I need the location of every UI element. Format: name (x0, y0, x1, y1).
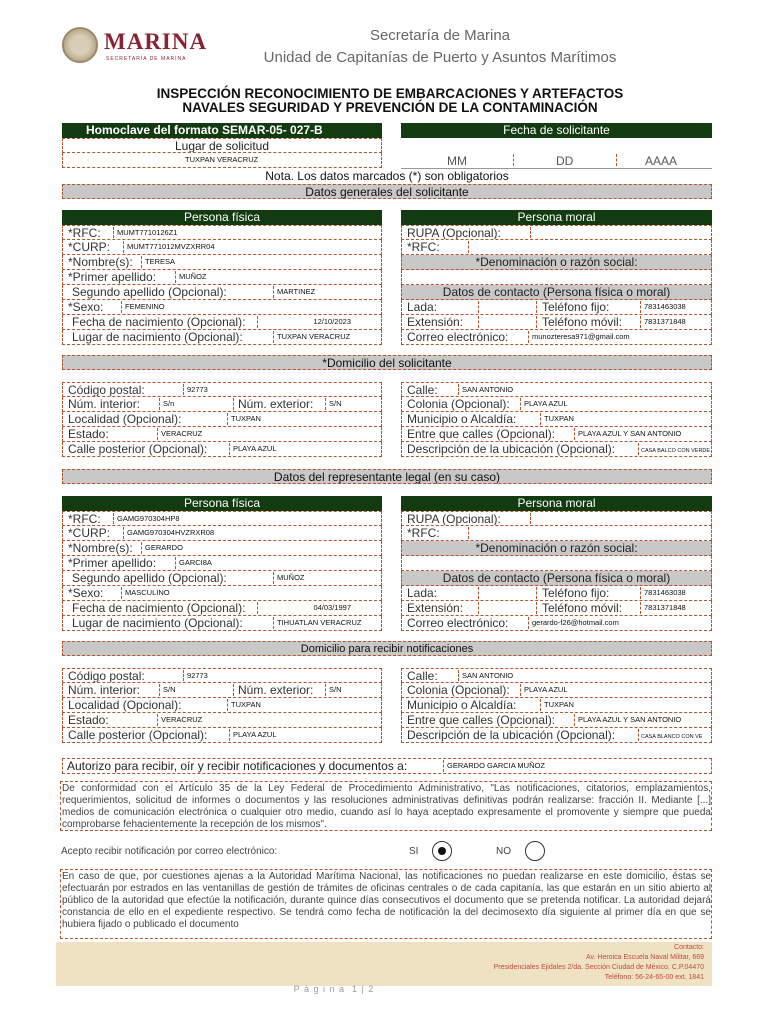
section-notificaciones: Domicilio para recibir notificaciones (62, 641, 712, 656)
dom-row-entre[interactable] (401, 427, 712, 442)
fisica-row-primer-sep-primer (175, 271, 176, 283)
fisica-row-nombre-sep-nombre (141, 542, 142, 554)
logo-subtext: SECRETARÍA DE MARINA (106, 56, 187, 62)
dom-row-calle-value-calle: SAN ANTONIO (462, 671, 514, 680)
moral-row-extension-label-movil: Teléfono móvil: (542, 315, 623, 329)
moral-row-lada-sep-lada (478, 587, 479, 599)
moral-row-correo-value-correo: munozteresa971@gmail.com (532, 332, 630, 341)
dom-row-num-sep-int (159, 684, 160, 696)
fisica-row-fecha_nac-sep-fecha_nac (257, 316, 258, 328)
dom-row-municipio[interactable] (401, 412, 712, 427)
lugar-solicitud-label: Lugar de solicitud (62, 138, 382, 153)
moral-row-extension-sep-movil2 (640, 602, 641, 614)
moral-row-lada[interactable] (401, 300, 712, 315)
autorizo-value: GERARDO GARCIA MUÑOZ (447, 761, 545, 770)
dom-row-calle-sep-calle (458, 384, 459, 395)
moral-row-lada-sep-fijo2 (640, 587, 641, 599)
moral-row-correo[interactable] (401, 330, 712, 345)
lugar-solicitud-text: TUXPAN VERACRUZ (185, 155, 259, 164)
dom-row-descripcion-value-desc: CASA BLANCO CON VE (641, 734, 703, 740)
fisica-row-nombre-sep-nombre (141, 256, 142, 268)
dom-row-calle-post-sep-cp2 (229, 443, 230, 455)
dom-row-localidad-sep-loc (227, 699, 228, 711)
date-dd: DD (556, 154, 574, 168)
dom-row-calle-post[interactable] (62, 442, 382, 457)
dom-row-calle-post-value-cp2: PLAYA AZUL (233, 730, 277, 739)
fisica-row-primer[interactable] (62, 270, 382, 285)
fisica-row-segundo[interactable] (62, 285, 382, 300)
fisica-row-sexo-sep-sexo (121, 587, 122, 599)
fisica-row-sexo-label-sexo: *Sexo: (68, 586, 104, 600)
moral-row-rfc[interactable] (401, 526, 712, 541)
dom-row-localidad-label-loc: Localidad (Opcional): (68, 698, 182, 712)
dom-row-entre-value-entre: PLAYA AZUL Y SAN ANTONIO (578, 715, 682, 724)
section-datos-generales: Datos generales del solicitante (62, 184, 712, 199)
fisica-row-rfc[interactable] (62, 511, 382, 526)
moral-row-lada-sep-lada (478, 301, 479, 313)
fisica-row-curp-label-curp: *CURP: (68, 526, 111, 540)
moral-row-lada-label-lada: Lada: (407, 586, 438, 600)
footer-line-2: Presidenciales Ejidales 2/da. Sección Ciudad de México. C.P.04470 (493, 964, 704, 971)
fisica-row-sexo[interactable] (62, 586, 382, 601)
moral-row-extension-sep-movil (536, 602, 537, 614)
moral-row-correo-label-correo: Correo electrónico: (407, 330, 509, 344)
moral-row-extension[interactable] (401, 601, 712, 616)
moral-row-denominacion-text: *Denominación o razón social: (475, 541, 638, 555)
dom-row-colonia-label-col: Colonia (Opcional): (407, 683, 510, 697)
fisica-row-fecha_nac-sep-fecha_nac (257, 602, 258, 614)
dom-row-estado-value-edo: VERACRUZ (161, 429, 203, 438)
header (60, 24, 720, 74)
dom-row-colonia[interactable] (401, 683, 712, 698)
dom-row-estado-label-edo: Estado: (68, 713, 109, 727)
fisica-row-primer[interactable] (62, 556, 382, 571)
dom-row-num-label-ext: Núm. exterior: (238, 397, 314, 411)
fisica-row-curp-label-curp: *CURP: (68, 240, 111, 254)
lugar-solicitud-value[interactable] (62, 153, 382, 168)
fisica-row-segundo-value-segundo: MARTINEZ (277, 287, 316, 296)
dom-row-municipio-value-mun: TUXPAN (544, 700, 574, 709)
fisica-row-nombre-value-nombre: GERARDO (145, 543, 183, 552)
dom-row-num-label-ext: Núm. exterior: (238, 683, 314, 697)
dom-row-descripcion-value-desc: CASA BALCO CON VERDE (641, 448, 711, 454)
dom-row-colonia-label-col: Colonia (Opcional): (407, 397, 510, 411)
dom-row-municipio-label-mun: Municipio o Alcaldía: (407, 698, 517, 712)
dom-row-descripcion-sep-desc (638, 443, 639, 455)
dom-row-municipio-sep-mun (540, 699, 541, 711)
moral-row-rupa-sep-rupa (530, 513, 531, 524)
no-radio[interactable] (525, 841, 545, 861)
fecha-solicitante-bar: Fecha de solicitante (401, 123, 712, 138)
dom-row-cp-sep-cp (183, 670, 184, 681)
dom-row-entre-label-entre: Entre que calles (Opcional): (407, 713, 556, 727)
moral-row-lada-label-fijo: Teléfono fijo: (542, 586, 610, 600)
dom-row-estado[interactable] (62, 427, 382, 442)
dom-row-municipio[interactable] (401, 698, 712, 713)
dom-row-calle-label-calle: Calle: (407, 383, 438, 397)
fecha-fields[interactable] (401, 153, 712, 169)
moral-row-contacto-text: Datos de contacto (Persona física o moral) (442, 285, 671, 299)
acepto-row (60, 839, 712, 865)
fisica-row-primer-label-primer: *Primer apellido: (68, 270, 157, 284)
footer-band (56, 942, 712, 986)
dom-row-num-sep-ext2 (325, 684, 326, 696)
footer-contacto: Contacto: (674, 944, 704, 951)
fisica-row-curp[interactable] (62, 240, 382, 255)
persona-moral-bar: Persona moral (401, 210, 712, 225)
dom-row-descripcion[interactable] (401, 442, 712, 457)
si-radio-dot (438, 847, 446, 855)
section-domicilio: *Domicilio del solicitante (62, 355, 712, 370)
moral-row-rupa-label-rupa: RUPA (Opcional): (407, 512, 501, 526)
dom-row-calle[interactable] (401, 382, 712, 397)
dom-row-descripcion[interactable] (401, 728, 712, 743)
fisica-row-sexo-sep-sexo (121, 301, 122, 313)
fisica-row-segundo-sep-segundo (273, 286, 274, 298)
dom-row-colonia-sep-col (520, 684, 521, 696)
fisica-row-fecha_nac[interactable] (62, 601, 382, 616)
moral-row-rupa-sep-rupa (530, 227, 531, 238)
dom-row-estado-value-edo: VERACRUZ (161, 715, 203, 724)
dom-row-num[interactable] (62, 397, 382, 412)
header-line-2: Unidad de Capitanías de Puerto y Asuntos Marítimos (263, 49, 617, 66)
autorizo-sep (443, 760, 444, 772)
fisica-row-curp-sep-curp (123, 527, 124, 539)
fisica-row-primer-label-primer: *Primer apellido: (68, 556, 157, 570)
moral-row-extension-sep-movil (536, 316, 537, 328)
dom-row-localidad[interactable] (62, 698, 382, 713)
dom-row-descripcion-label-desc: Descripción de la ubicación (Opcional): (407, 728, 616, 742)
dom-row-num-value-ext2: S/N (329, 399, 342, 408)
fisica-row-fecha_nac-value-fecha_nac: 12/10/2023 (313, 317, 351, 326)
dom-row-entre-label-entre: Entre que calles (Opcional): (407, 427, 556, 441)
nota-text: Nota. Los datos marcados (*) son obligatorios (265, 169, 509, 183)
si-label: SI (409, 846, 419, 857)
header-line-1: Secretaría de Marina (369, 27, 511, 44)
moral-row-denominacion-text: *Denominación o razón social: (475, 255, 638, 269)
notificaciones-section (0, 668, 768, 744)
fisica-row-lugar_nac[interactable] (62, 330, 382, 345)
homoclave-bar: Homoclave del formato SEMAR-05- 027-B (62, 123, 382, 138)
dom-row-descripcion-label-desc: Descripción de la ubicación (Opcional): (407, 442, 616, 456)
moral-row-lada-label-lada: Lada: (407, 300, 438, 314)
fisica-row-primer-value-primer: MUÑOZ (179, 272, 207, 281)
fisica-row-lugar_nac-label-lugar_nac: Lugar de nacimiento (Opcional): (72, 616, 243, 630)
fisica-row-fecha_nac[interactable] (62, 315, 382, 330)
fisica-row-nombre[interactable] (62, 255, 382, 270)
dom-row-calle-post-label-cp2: Calle posterior (Opcional): (68, 442, 208, 456)
dom-row-cp-sep-cp (183, 384, 184, 395)
moral-row-rfc-label-rfc: *RFC: (407, 526, 440, 540)
moral-row-blank[interactable] (401, 270, 712, 285)
dom-row-entre-value-entre: PLAYA AZUL Y SAN ANTONIO (578, 429, 682, 438)
dom-row-cp-value-cp: 92773 (187, 385, 208, 394)
solicitante-section (0, 210, 768, 346)
dom-row-calle-post-sep-cp2 (229, 729, 230, 741)
dom-row-calle-sep-calle (458, 670, 459, 681)
dom-row-entre-sep-entre (574, 428, 575, 440)
fisica-row-curp-value-curp: GAMG970304HVZRXR08 (127, 528, 215, 537)
dom-row-calle[interactable] (401, 668, 712, 683)
marina-seal-icon (62, 27, 98, 63)
fisica-row-curp-value-curp: MUMT771012MVZXRR04 (127, 242, 215, 251)
dom-row-localidad-value-loc: TUXPAN (231, 414, 261, 423)
form-title-2: NAVALES SEGURIDAD Y PREVENCIÓN DE LA CONTAMINACIÓN (182, 100, 598, 115)
fisica-row-rfc-sep-rfc (113, 227, 114, 238)
dom-row-localidad[interactable] (62, 412, 382, 427)
fisica-row-segundo-sep-segundo (273, 572, 274, 584)
fisica-row-sexo-value-sexo: MASCULINO (125, 588, 170, 597)
fisica-row-sexo[interactable] (62, 300, 382, 315)
fisica-row-primer-value-primer: GARCI8A (179, 558, 212, 567)
moral-row-extension-sep-ext (478, 316, 479, 328)
moral-row-rfc[interactable] (401, 240, 712, 255)
moral-row-lada-sep-fijo2 (640, 301, 641, 313)
dom-row-localidad-value-loc: TUXPAN (231, 700, 261, 709)
dom-row-localidad-label-loc: Localidad (Opcional): (68, 412, 182, 426)
persona-fisica-bar: Persona física (62, 210, 382, 225)
dom-row-colonia[interactable] (401, 397, 712, 412)
moral-row-contacto (401, 285, 712, 300)
dom-row-estado-sep-edo (157, 714, 158, 726)
page-number: P á g i n a 1 | 2 (293, 984, 375, 994)
dom-row-calle-post-label-cp2: Calle posterior (Opcional): (68, 728, 208, 742)
no-label: NO (496, 846, 511, 857)
moral-row-rfc-label-rfc: *RFC: (407, 240, 440, 254)
dom-row-entre-sep-entre (574, 714, 575, 726)
dom-row-calle-value-calle: SAN ANTONIO (462, 385, 514, 394)
fisica-row-sexo-value-sexo: FEMENINO (125, 302, 165, 311)
fisica-row-lugar_nac[interactable] (62, 616, 382, 631)
fisica-row-rfc-value-rfc: MUMT7710126Z1 (117, 228, 178, 237)
dom-row-entre[interactable] (401, 713, 712, 728)
date-aaaa: AAAA (645, 154, 678, 168)
moral-row-denominacion (401, 255, 712, 270)
dom-row-cp-label-cp: Código postal: (68, 669, 145, 683)
moral-row-contacto (401, 571, 712, 586)
dom-row-num-sep-ext (233, 398, 234, 410)
fisica-row-segundo-label-segundo: Segundo apellido (Opcional): (72, 571, 227, 585)
dom-row-localidad-sep-loc (227, 413, 228, 425)
moral-row-lada-sep-fijo (536, 587, 537, 599)
moral-row-correo-sep-correo (528, 617, 529, 629)
fisica-row-fecha_nac-label-fecha_nac: Fecha de nacimiento (Opcional): (72, 601, 246, 615)
dom-row-num-sep-ext2 (325, 398, 326, 410)
moral-row-denominacion (401, 541, 712, 556)
fisica-row-rfc-label-rfc: *RFC: (68, 226, 101, 240)
moral-row-correo-sep-correo (528, 331, 529, 343)
moral-row-lada-value-fijo2: 7831463038 (644, 302, 686, 311)
footer-line-3: Teléfono: 56-24-65-00 ext. 1841 (604, 974, 704, 981)
fisica-row-fecha_nac-label-fecha_nac: Fecha de nacimiento (Opcional): (72, 315, 246, 329)
ley-paragraph: De conformidad con el Artículo 35 de la Ley Federal de Procedimiento Administrativo, "Las notificaciones, citatorios, emplazamientos, requerimientos, solicitud de informes o documentos y las resoluciones administrativas definitivas podrán realizarse: fracción II. Mediante [...] medios de comunicación electrónica o cualquier otro medio, cuando así lo haya aceptado expresamente el promovente y siempre que pueda comprobarse fehacientemente la recepción de los mismos". (62, 783, 711, 830)
date-mm: MM (447, 154, 467, 168)
moral-row-rfc-sep-rfc (468, 241, 469, 253)
moral-row-lada-value-fijo2: 7831463038 (644, 588, 686, 597)
domicilio-section (0, 382, 768, 458)
acepto-label: Acepto recibir notificación por correo electrónico: (61, 846, 278, 857)
dom-row-calle-post-value-cp2: PLAYA AZUL (233, 444, 277, 453)
fisica-row-segundo-label-segundo: Segundo apellido (Opcional): (72, 285, 227, 299)
fisica-row-primer-sep-primer (175, 557, 176, 569)
dom-row-cp[interactable] (62, 382, 382, 397)
dom-row-cp-value-cp: 92773 (187, 671, 208, 680)
representante-section (0, 496, 768, 632)
dom-row-num-sep-int (159, 398, 160, 410)
fisica-row-rfc-sep-rfc (113, 513, 114, 524)
fisica-row-nombre-value-nombre: TERESA (145, 257, 176, 266)
dom-row-cp[interactable] (62, 668, 382, 683)
dom-row-estado-label-edo: Estado: (68, 427, 109, 441)
moral-row-extension-value-movil2: 7831371848 (644, 317, 686, 326)
fisica-row-nombre-label-nombre: *Nombre(s): (68, 255, 133, 269)
dom-row-colonia-value-col: PLAYA AZUL (524, 685, 568, 694)
fisica-row-fecha_nac-value-fecha_nac: 04/03/1997 (313, 603, 351, 612)
moral-row-extension-value-movil2: 7831371848 (644, 603, 686, 612)
dom-row-num-label-int: Núm. interior: (68, 683, 141, 697)
fisica-row-nombre[interactable] (62, 541, 382, 556)
estrados-paragraph: En caso de que, por cuestiones ajenas a la Autoridad Marítima Nacional, las notificaciones no puedan realizarse en este domicilio, éstas se efectuarán por estrados en las ventanillas de gestión de trámites de oficinas centrales o de cada capitanía, las que estarán en un sitio abierto al público de la autoridad que efectúe la notificación, durante quince días consecutivos el documento que se pretenda notificar. La autoridad dejará constancia de ello en el expediente respectivo. Se tendrá como fecha de notificación la del decimosexto día siguiente al primer día en que se hubiera fijado o publicado el documento (60, 869, 712, 939)
fisica-row-curp-sep-curp (123, 241, 124, 253)
moral-row-rupa-label-rupa: RUPA (Opcional): (407, 226, 501, 240)
autorizo-label: Autorizo para recibir, oír y recibir notificaciones y documentos a: (67, 759, 408, 773)
persona-fisica-bar: Persona física (62, 496, 382, 511)
date-sep-1 (513, 154, 514, 166)
moral-row-rfc-sep-rfc (468, 527, 469, 539)
fisica-row-lugar_nac-sep-lugar_nac (273, 617, 274, 629)
dom-row-colonia-sep-col (520, 398, 521, 410)
dom-row-municipio-value-mun: TUXPAN (544, 414, 574, 423)
fisica-row-rfc[interactable] (62, 225, 382, 240)
persona-moral-bar: Persona moral (401, 496, 712, 511)
dom-row-num-label-int: Núm. interior: (68, 397, 141, 411)
dom-row-num-value-ext2: S/N (329, 685, 342, 694)
dom-row-colonia-value-col: PLAYA AZUL (524, 399, 568, 408)
section-representante: Datos del representante legal (en su caso) (62, 469, 712, 484)
moral-row-extension[interactable] (401, 315, 712, 330)
fisica-row-nombre-label-nombre: *Nombre(s): (68, 541, 133, 555)
form-title-1: INSPECCIÓN RECONOCIMIENTO DE EMBARCACIONES Y ARTEFACTOS (156, 86, 624, 101)
dom-row-calle-post[interactable] (62, 728, 382, 743)
moral-row-correo-value-correo: gerardo-f26@hotmail.com (532, 618, 619, 627)
dom-row-num-value-int: S/N (163, 685, 176, 694)
fisica-row-sexo-label-sexo: *Sexo: (68, 300, 104, 314)
moral-row-lada-sep-fijo (536, 301, 537, 313)
moral-row-extension-sep-movil2 (640, 316, 641, 328)
fisica-row-lugar_nac-label-lugar_nac: Lugar de nacimiento (Opcional): (72, 330, 243, 344)
fisica-row-curp[interactable] (62, 526, 382, 541)
dom-row-num-value-int: S/n (163, 399, 175, 408)
moral-row-extension-label-ext: Extensión: (407, 315, 464, 329)
autorizo-row[interactable] (62, 758, 712, 774)
moral-row-rupa[interactable] (401, 511, 712, 526)
moral-row-correo-label-correo: Correo electrónico: (407, 616, 509, 630)
moral-row-rupa[interactable] (401, 225, 712, 240)
dom-row-calle-label-calle: Calle: (407, 669, 438, 683)
fisica-row-segundo-value-segundo: MUÑOZ (277, 573, 305, 582)
si-radio[interactable] (432, 841, 452, 861)
fisica-row-lugar_nac-value-lugar_nac: TUXPAN VERACRUZ (277, 332, 351, 341)
dom-row-cp-label-cp: Código postal: (68, 383, 145, 397)
fisica-row-segundo[interactable] (62, 571, 382, 586)
dom-row-estado[interactable] (62, 713, 382, 728)
dom-row-num[interactable] (62, 683, 382, 698)
moral-row-lada-label-fijo: Teléfono fijo: (542, 300, 610, 314)
fisica-row-lugar_nac-value-lugar_nac: TIHUATLAN VERACRUZ (277, 618, 362, 627)
moral-row-extension-sep-ext (478, 602, 479, 614)
fisica-row-rfc-value-rfc: GAMG970304HP8 (117, 514, 180, 523)
date-sep-2 (616, 154, 617, 166)
dom-row-descripcion-sep-desc (638, 729, 639, 741)
dom-row-estado-sep-edo (157, 428, 158, 440)
moral-row-blank[interactable] (401, 556, 712, 571)
fisica-row-rfc-label-rfc: *RFC: (68, 512, 101, 526)
moral-row-extension-label-movil: Teléfono móvil: (542, 601, 623, 615)
dom-row-municipio-sep-mun (540, 413, 541, 425)
moral-row-contacto-text: Datos de contacto (Persona física o moral) (442, 571, 671, 585)
logo-text: MARINA (104, 29, 208, 54)
dom-row-municipio-label-mun: Municipio o Alcaldía: (407, 412, 517, 426)
dom-row-num-sep-ext (233, 684, 234, 696)
moral-row-extension-label-ext: Extensión: (407, 601, 464, 615)
moral-row-lada[interactable] (401, 586, 712, 601)
footer-line-1: Av. Heroica Escuela Naval Militar, 669 (585, 954, 704, 961)
fisica-row-lugar_nac-sep-lugar_nac (273, 331, 274, 343)
moral-row-correo[interactable] (401, 616, 712, 631)
